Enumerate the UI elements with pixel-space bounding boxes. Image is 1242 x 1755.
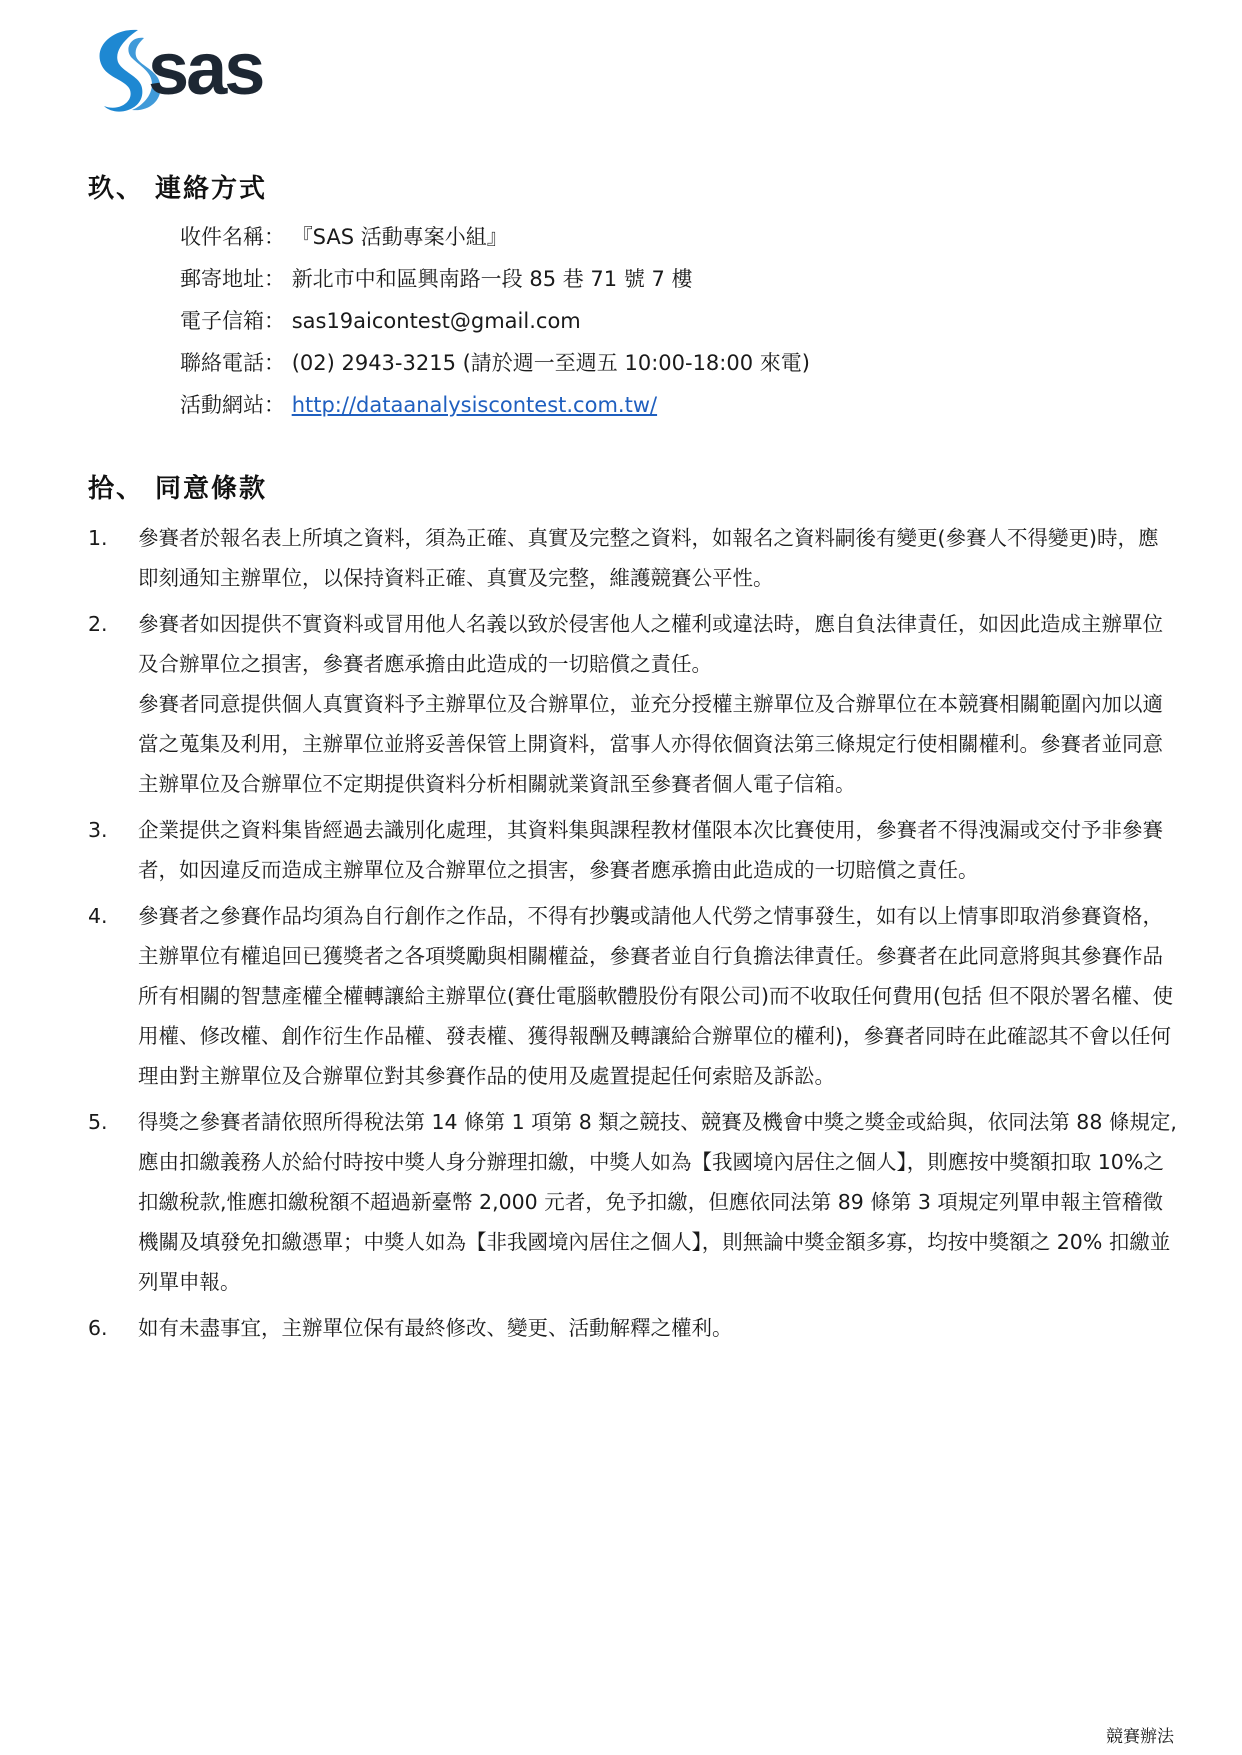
contact-row-phone: [180, 342, 810, 384]
term-number: 1.: [88, 526, 108, 550]
term-number: 6.: [88, 1316, 108, 1340]
term-number: 2.: [88, 612, 108, 636]
contact-value: 新北市中和區興南路一段 85 巷 71 號 7 樓: [291, 267, 693, 291]
terms-list: [88, 518, 1208, 1354]
term-item: [88, 810, 1208, 890]
term-number: 3.: [88, 818, 108, 842]
website-link[interactable]: http://dataanalysiscontest.com.tw/: [291, 393, 658, 417]
contact-row-recipient: [180, 216, 810, 258]
section-title-contact: 玖、 連絡方式: [88, 174, 268, 204]
term-paragraph: 參賽者之參賽作品均須為自行創作之作品，不得有抄襲或請他人代勞之情事發生，如有以上情事即取消參賽資格，主辦單位有權追回已獲獎者之各項獎勵與相關權益，參賽者並自行負擔法律責任。參賽者在此同意將與其參賽作品所有相關的智慧產權全權轉讓給主辦單位(賽仕電腦軟體股份有限公司)而不收取任何費用(包括 但不限於署名權、使用權、修改權、創作衍生作品權、發表權、獲得報酬及轉讓給合辦單位的權利)，參賽者同時在此確認其不會以任何理由對主辦單位及合辦單位對其參賽作品的使用及處置提起任何索賠及訴訟。: [138, 904, 1174, 1088]
term-paragraph: 參賽者於報名表上所填之資料，須為正確、真實及完整之資料，如報名之資料嗣後有變更(參賽人不得變更)時，應即刻通知主辦單位，以保持資料正確、真實及完整，維護競賽公平性。: [138, 526, 1159, 590]
contact-row-address: [180, 258, 810, 300]
term-paragraph: 參賽者同意提供個人真實資料予主辦單位及合辦單位，並充分授權主辦單位及合辦單位在本競賽相關範圍內加以適當之蒐集及利用，主辦單位並將妥善保管上開資料，當事人亦得依個資法第三條規定行使相關權利。參賽者並同意主辦單位及合辦單位不定期提供資料分析相關就業資訊至參賽者個人電子信箱。: [138, 692, 1163, 796]
term-item: [88, 1102, 1208, 1302]
term-paragraph: 參賽者如因提供不實資料或冒用他人名義以致於侵害他人之權利或違法時，應自負法律責任，如因此造成主辦單位及合辦單位之損害，參賽者應承擔由此造成的一切賠償之責任。: [138, 612, 1163, 676]
term-paragraph: 得獎之參賽者請依照所得稅法第 14 條第 1 項第 8 類之競技、競賽及機會中獎之獎金或給與，依同法第 88 條規定,應由扣繳義務人於給付時按中獎人身分辦理扣繳，中獎人如為【我國境內居住之個人】，則應按中獎額扣取 10%之扣繳稅款,惟應扣繳稅額不超過新臺幣 2,000 元者，免予扣繳，但應依同法第 89 條第 3 項規定列單申報主管稽徵機關及填發免扣繳憑單；中獎人如為【非我國境內居住之個人】，則無論中獎金額多寡，均按中獎額之 20% 扣繳並列單申報。: [138, 1110, 1177, 1294]
contact-row-email: [180, 300, 810, 342]
section-title-terms: 拾、 同意條款: [88, 474, 268, 504]
contact-info: [180, 216, 810, 426]
contact-value: (02) 2943-3215 (請於週一至週五 10:00-18:00 來電): [291, 351, 810, 375]
term-item: [88, 1308, 1208, 1348]
contact-label: 聯絡電話：: [180, 351, 285, 375]
term-item: [88, 896, 1208, 1096]
contact-label: 電子信箱：: [180, 309, 285, 333]
contact-label: 郵寄地址：: [180, 267, 285, 291]
contact-value: sas19aicontest@gmail.com: [291, 309, 581, 333]
contact-label: 收件名稱：: [180, 225, 285, 249]
term-item: [88, 518, 1208, 598]
term-number: 4.: [88, 904, 108, 928]
page-footer: 競賽辦法: [1106, 1727, 1174, 1747]
contact-row-website: [180, 384, 810, 426]
term-number: 5.: [88, 1110, 108, 1134]
contact-label: 活動網站：: [180, 393, 285, 417]
contact-value: 『SAS 活動專案小組』: [291, 225, 508, 249]
term-paragraph: 如有未盡事宜，主辦單位保有最終修改、變更、活動解釋之權利。: [138, 1316, 733, 1340]
sas-logo-text: sas: [148, 27, 263, 110]
sas-logo: [86, 22, 306, 118]
term-paragraph: 企業提供之資料集皆經過去識別化處理，其資料集與課程教材僅限本次比賽使用，參賽者不得洩漏或交付予非參賽者，如因違反而造成主辦單位及合辦單位之損害，參賽者應承擔由此造成的一切賠償之責任。: [138, 818, 1163, 882]
term-item: [88, 604, 1208, 804]
